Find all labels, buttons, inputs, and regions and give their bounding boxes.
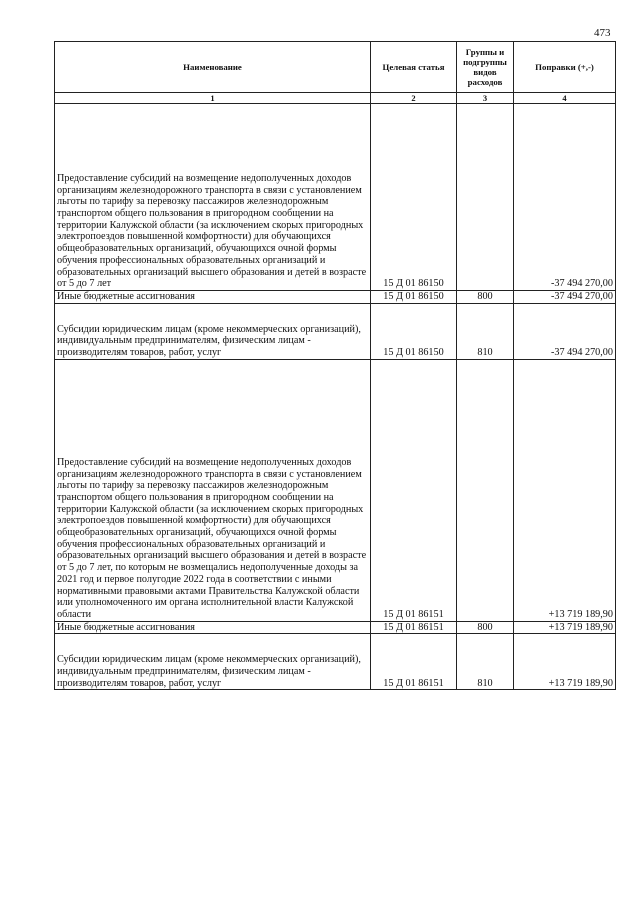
table-row	[55, 303, 616, 359]
budget-amendments-table	[54, 41, 616, 690]
row-expense-group: 810	[457, 634, 514, 690]
row-name: Субсидии юридическим лицам (кроме некоммерческих организаций), индивидуальным предпринимателям, физическим лицам - производителям товаров, работ, услуг	[55, 634, 371, 690]
row-target-code: 15 Д 01 86151	[371, 621, 457, 634]
row-target-code: 15 Д 01 86151	[371, 634, 457, 690]
row-amount: -37 494 270,00	[514, 303, 616, 359]
table-row	[55, 621, 616, 634]
row-amount: -37 494 270,00	[514, 291, 616, 304]
row-target-code: 15 Д 01 86150	[371, 303, 457, 359]
row-amount: -37 494 270,00	[514, 104, 616, 291]
row-expense-group	[457, 104, 514, 291]
row-amount: +13 719 189,90	[514, 634, 616, 690]
header-amendments: Поправки (+,-)	[514, 42, 616, 93]
table-row	[55, 291, 616, 304]
row-name: Иные бюджетные ассигнования	[55, 291, 371, 304]
row-name: Предоставление субсидий на возмещение недополученных доходов организациям железнодорожного транспорта в связи с установлением льготы по тарифу за перевозку пассажиров железнодорожным транспортом общего пользования в пригородном сообщении на территории Калужской области (за исключением скорых пригородных электропоездов повышенной комфортности) для обучающихся общеобразовательных организаций, обучающихся очной формы обучения профессиональных образовательных организаций и образовательных организаций высшего образования и детей в возрасте от 5 до 7 лет	[55, 104, 371, 291]
table-row	[55, 359, 616, 621]
row-amount: +13 719 189,90	[514, 621, 616, 634]
table-row	[55, 104, 616, 291]
row-name: Субсидии юридическим лицам (кроме некоммерческих организаций), индивидуальным предпринимателям, физическим лицам - производителям товаров, работ, услуг	[55, 303, 371, 359]
row-target-code: 15 Д 01 86150	[371, 104, 457, 291]
page-number: 473	[594, 27, 611, 39]
column-number: 2	[371, 93, 457, 104]
row-name: Предоставление субсидий на возмещение недополученных доходов организациям железнодорожного транспорта в связи с установлением льготы по тарифу за перевозку пассажиров железнодорожным транспортом общего пользования в пригородном сообщении на территории Калужской области (за исключением скорых пригородных электропоездов повышенной комфортности) для обучающихся общеобразовательных организаций, обучающихся очной формы обучения профессиональных образовательных организаций и образовательных организаций высшего образования и детей в возрасте от 5 до 7 лет, по которым не возмещались недополученные доходы за 2021 год и первое полугодие 2022 года в соответствии с иными нормативными правовыми актами Правительства Калужской области или уполномоченного им органа исполнительной власти Калужской области	[55, 359, 371, 621]
row-amount: +13 719 189,90	[514, 359, 616, 621]
row-name: Иные бюджетные ассигнования	[55, 621, 371, 634]
column-number: 4	[514, 93, 616, 104]
row-target-code: 15 Д 01 86151	[371, 359, 457, 621]
column-number: 1	[55, 93, 371, 104]
column-number: 3	[457, 93, 514, 104]
header-expense-groups: Группы и подгруппы видов расходов	[457, 42, 514, 93]
header-target-article: Целевая статья	[371, 42, 457, 93]
column-number-row	[55, 93, 616, 104]
table-header-row	[55, 42, 616, 93]
header-name: Наименование	[55, 42, 371, 93]
row-expense-group: 810	[457, 303, 514, 359]
row-expense-group	[457, 359, 514, 621]
row-expense-group: 800	[457, 291, 514, 304]
row-target-code: 15 Д 01 86150	[371, 291, 457, 304]
table-row	[55, 634, 616, 690]
row-expense-group: 800	[457, 621, 514, 634]
